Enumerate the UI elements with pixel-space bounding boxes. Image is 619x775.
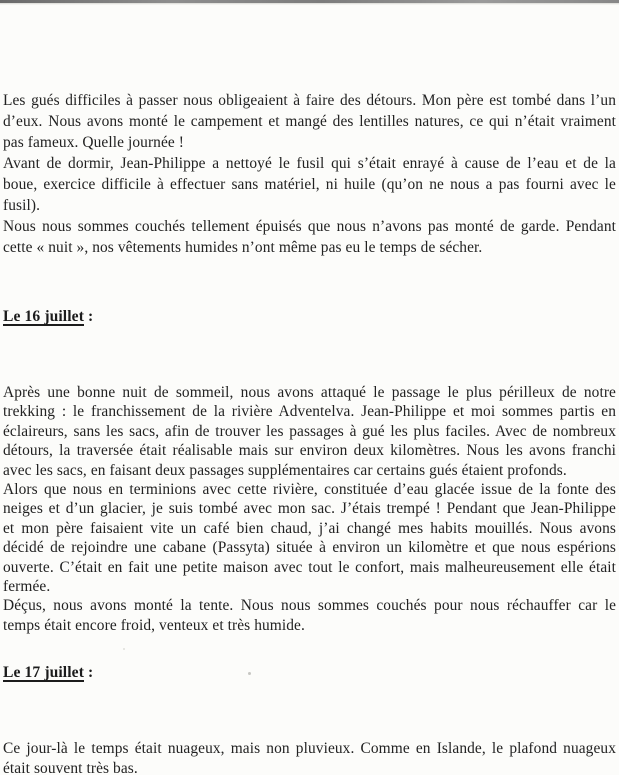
- text-line: et mon père faisaient vite un café bien chaud, j’ai changé mes habits mouillés. Nous avons: [3, 519, 616, 537]
- entry-heading-16-july: [3, 307, 93, 327]
- text-line: d’eux. Nous avons monté le campement et mangé des lentilles natures, ce qui n’était vraiment: [3, 113, 616, 130]
- journal-paragraphs-july-15: [3, 90, 616, 258]
- text-line: Alors que nous en terminions avec cette rivière, constituée d’eau glacée issue de la fonte des: [3, 481, 616, 499]
- text-line: ouverte. C’était en fait une petite maison avec tout le confort, mais malheureusement elle était: [3, 558, 616, 576]
- text-line: détours, la traversée était réalisable mais sur environ deux kilomètres. Nous les avons franchi: [3, 442, 616, 460]
- journal-paragraphs-july-17: [3, 739, 616, 775]
- text-line: Nous nous sommes couchés tellement épuisés que nous n’avons pas monté de garde. Pendant: [3, 218, 616, 235]
- entry-heading-colon: :: [84, 308, 94, 325]
- entry-heading-colon: :: [84, 664, 94, 681]
- entry-date-underlined: Le 16 juillet: [3, 308, 84, 325]
- text-line: cette « nuit », nos vêtements humides n’ont même pas eu le temps de sécher.: [3, 239, 483, 256]
- text-line: temps était encore froid, venteux et très humide.: [3, 616, 305, 634]
- text-line: pas fameux. Quelle journée !: [3, 134, 185, 151]
- text-line: Ce jour-là le temps était nuageux, mais non pluvieux. Comme en Islande, le plafond nuageux: [3, 740, 616, 757]
- entry-heading-17-july: [3, 663, 93, 683]
- text-line: fusil).: [3, 197, 41, 214]
- text-line: avec les sacs, en faisant deux passages supplémentaires car certains gués étaient profonds.: [3, 461, 567, 479]
- text-line: Après une bonne nuit de sommeil, nous avons attaqué le passage le plus périlleux de notre: [3, 384, 616, 401]
- scan-speck: [123, 648, 125, 650]
- text-line: décidé de rejoindre une cabane (Passyta) située à environ un kilomètre et que nous espérions: [3, 539, 616, 557]
- journal-paragraphs-july-16: [3, 383, 616, 635]
- text-line: Avant de dormir, Jean-Philippe a nettoyé le fusil qui s’était enrayé à cause de l’eau et de la: [3, 155, 616, 172]
- text-line: était souvent très bas.: [3, 759, 138, 775]
- text-line: boue, exercice difficile à effectuer sans matériel, ni huile (qu’on ne nous a pas fourni avec le: [3, 176, 616, 193]
- text-line: neiges et d’un glacier, je suis tombé avec mon sac. J’étais trempé ! Pendant que Jean-Philippe: [3, 500, 616, 518]
- text-line: trekking : le franchissement de la rivière Adventelva. Jean-Philippe et moi sommes partis en: [3, 403, 616, 421]
- text-line: Déçus, nous avons monté la tente. Nous nous sommes couchés pour nous réchauffer car le: [3, 597, 616, 615]
- text-line: Les gués difficiles à passer nous obligeaient à faire des détours. Mon père est tombé dans l’un: [3, 92, 616, 109]
- scan-speck: [514, 187, 517, 189]
- text-line: éclaireurs, sans les sacs, afin de trouver les passages à gué les plus faciles. Avec de nombreux: [3, 422, 616, 440]
- text-line: fermée.: [3, 578, 51, 596]
- entry-date-underlined: Le 17 juillet: [3, 664, 84, 681]
- scan-edge-shadow: [0, 3, 619, 5]
- scan-speck: [248, 672, 251, 675]
